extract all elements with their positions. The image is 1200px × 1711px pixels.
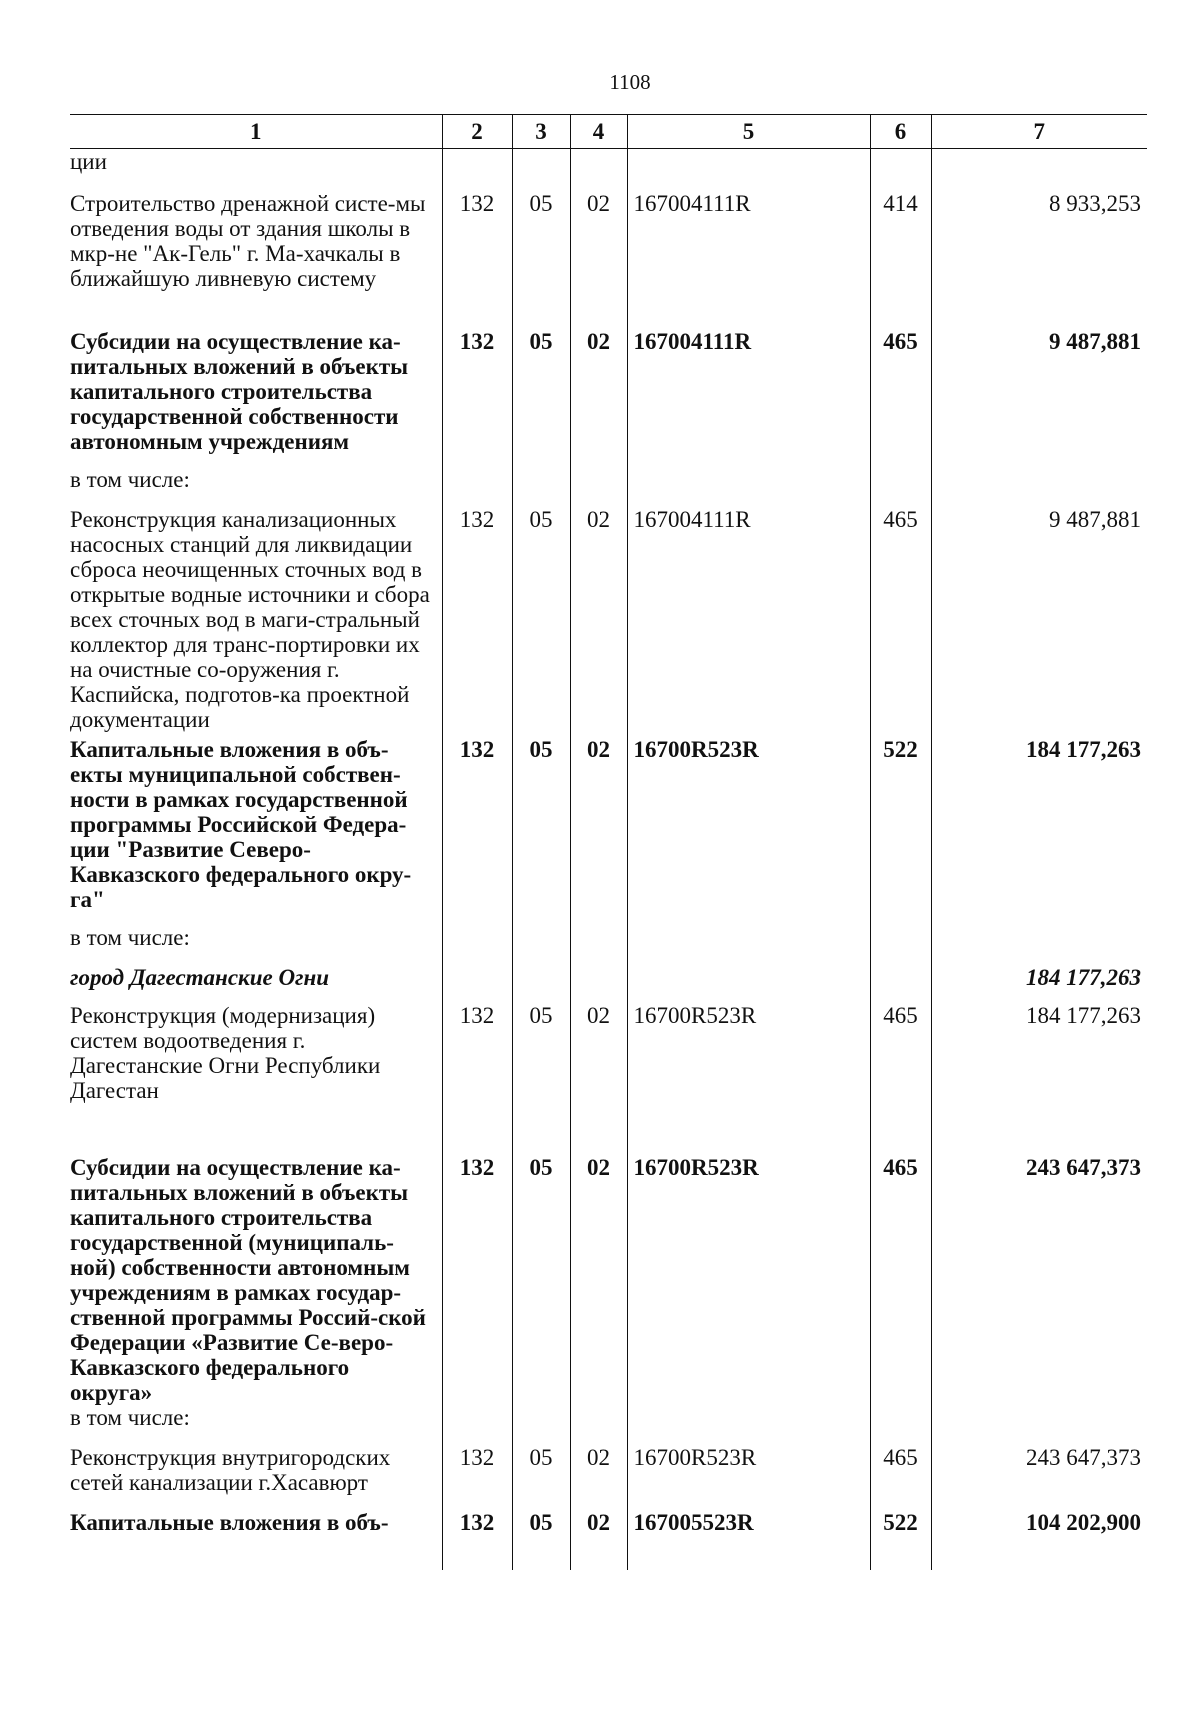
cell-col4	[570, 467, 627, 507]
cell-col6	[870, 149, 931, 192]
cell-col6: 465	[870, 1003, 931, 1155]
table-row	[70, 1003, 1147, 1155]
cell-col5: 16700R523R	[627, 1003, 870, 1155]
cell-col2: 132	[442, 737, 512, 925]
table-row	[70, 925, 1147, 965]
row-name: Субсидии на осуществление ка-питальных вложений в объекты капитального строительства государственной собственности автономным учреждениям	[70, 329, 409, 454]
cell-col4: 02	[570, 1510, 627, 1570]
cell-col7: 9 487,881	[931, 329, 1147, 467]
row-name: в том числе:	[70, 925, 190, 950]
cell-col6: 522	[870, 1510, 931, 1570]
cell-col7: 243 647,373	[931, 1445, 1147, 1510]
cell-col5: 167004111R	[627, 191, 870, 329]
cell-col7	[931, 1405, 1147, 1445]
cell-col7: 184 177,263	[931, 737, 1147, 925]
header-row	[70, 115, 1147, 149]
cell-col5: 16700R523R	[627, 1445, 870, 1510]
col-header-6: 6	[870, 115, 931, 149]
cell-col2: 132	[442, 507, 512, 737]
cell-col2: 132	[442, 1445, 512, 1510]
cell-col7: 8 933,253	[931, 191, 1147, 329]
cell-col4	[570, 925, 627, 965]
row-name: Субсидии на осуществление ка-питальных вложений в объекты капитального строительства государственной (муниципаль-ной) собственности автономным учреждениям в рамках государ-ственной программы Россий-ской Федерации «Развитие Се-веро-Кавказского федерального округа»	[70, 1155, 426, 1405]
table-row	[70, 1445, 1147, 1510]
cell-col3	[512, 965, 570, 1003]
col-header-7: 7	[931, 115, 1147, 149]
col-header-2: 2	[442, 115, 512, 149]
cell-col3	[512, 1405, 570, 1445]
col-header-1: 1	[70, 115, 442, 149]
cell-col6	[870, 925, 931, 965]
row-name: Строительство дренажной систе-мы отведения воды от здания школы в мкр-не "Ак-Гель" г. Ма-хачкалы в ближайшую ливневую систему	[70, 191, 426, 291]
cell-col7: 9 487,881	[931, 507, 1147, 737]
cell-col4: 02	[570, 329, 627, 467]
cell-col4: 02	[570, 1003, 627, 1155]
row-name: город Дагестанские Огни	[70, 965, 330, 990]
row-name: в том числе:	[70, 1405, 190, 1430]
cell-col5: 167005523R	[627, 1510, 870, 1570]
cell-col4	[570, 1405, 627, 1445]
cell-col2: 132	[442, 191, 512, 329]
cell-col2: 132	[442, 329, 512, 467]
table-row	[70, 1510, 1147, 1570]
cell-col2	[442, 149, 512, 192]
cell-col2: 132	[442, 1510, 512, 1570]
table-row	[70, 1405, 1147, 1445]
row-name: Капитальные вложения в объ-екты муниципальной собствен-ности в рамках государственной программы Российской Федера-ции "Развитие Северо-Кавказского федерального окру-га"	[70, 737, 412, 912]
cell-col4: 02	[570, 191, 627, 329]
cell-col6: 465	[870, 1155, 931, 1405]
table-row	[70, 507, 1147, 737]
row-name: в том числе:	[70, 467, 190, 492]
cell-col3	[512, 467, 570, 507]
cell-col3: 05	[512, 191, 570, 329]
row-name: Реконструкция (модернизация) систем водоотведения г. Дагестанские Огни Республики Дагестан	[70, 1003, 381, 1103]
cell-col3: 05	[512, 1510, 570, 1570]
cell-col3: 05	[512, 737, 570, 925]
table-row	[70, 1155, 1147, 1405]
cell-col6: 465	[870, 329, 931, 467]
cell-col3: 05	[512, 507, 570, 737]
row-name: Капитальные вложения в объ-	[70, 1510, 389, 1535]
cell-col6: 465	[870, 1445, 931, 1510]
cell-col2	[442, 1405, 512, 1445]
row-name: ции	[70, 149, 107, 174]
cell-col4: 02	[570, 737, 627, 925]
cell-col7: 184 177,263	[931, 965, 1147, 1003]
table-row	[70, 329, 1147, 467]
cell-col6	[870, 965, 931, 1003]
cell-col3: 05	[512, 1003, 570, 1155]
col-header-5: 5	[627, 115, 870, 149]
cell-col5	[627, 149, 870, 192]
row-name: Реконструкция канализационных насосных станций для ликвидации сброса неочищенных сточных вод в открытые водные источники и сбора всех сточных вод в маги-стральный коллектор для транс-портировки их на очистные со-оружения г. Каспийска, подготов-ка проектной документации	[70, 507, 430, 732]
cell-col3: 05	[512, 1445, 570, 1510]
cell-col2	[442, 467, 512, 507]
table-row	[70, 191, 1147, 329]
page-number: 1108	[609, 70, 651, 94]
cell-col5: 167004111R	[627, 507, 870, 737]
cell-col2: 132	[442, 1155, 512, 1405]
cell-col3: 05	[512, 329, 570, 467]
cell-col6: 522	[870, 737, 931, 925]
cell-col5	[627, 1405, 870, 1445]
cell-col7: 184 177,263	[931, 1003, 1147, 1155]
table-row	[70, 737, 1147, 925]
cell-col2	[442, 925, 512, 965]
cell-col7	[931, 467, 1147, 507]
cell-col6	[870, 467, 931, 507]
cell-col4: 02	[570, 1445, 627, 1510]
cell-col2	[442, 965, 512, 1003]
budget-table	[70, 114, 1147, 1570]
cell-col4: 02	[570, 507, 627, 737]
cell-col5: 16700R523R	[627, 737, 870, 925]
cell-col7: 243 647,373	[931, 1155, 1147, 1405]
table-row	[70, 149, 1147, 192]
cell-col5	[627, 467, 870, 507]
table-row	[70, 467, 1147, 507]
col-header-3: 3	[512, 115, 570, 149]
cell-col4: 02	[570, 1155, 627, 1405]
cell-col7: 104 202,900	[931, 1510, 1147, 1570]
cell-col6	[870, 1405, 931, 1445]
cell-col3: 05	[512, 1155, 570, 1405]
row-name: Реконструкция внутригородских сетей канализации г.Хасавюрт	[70, 1445, 391, 1495]
table-row	[70, 965, 1147, 1003]
cell-col7	[931, 925, 1147, 965]
cell-col5	[627, 965, 870, 1003]
cell-col5	[627, 925, 870, 965]
col-header-4: 4	[570, 115, 627, 149]
cell-col6: 414	[870, 191, 931, 329]
cell-col3	[512, 925, 570, 965]
cell-col7	[931, 149, 1147, 192]
cell-col2: 132	[442, 1003, 512, 1155]
cell-col4	[570, 965, 627, 1003]
cell-col5: 167004111R	[627, 329, 870, 467]
cell-col6: 465	[870, 507, 931, 737]
cell-col5: 16700R523R	[627, 1155, 870, 1405]
cell-col3	[512, 149, 570, 192]
cell-col4	[570, 149, 627, 192]
